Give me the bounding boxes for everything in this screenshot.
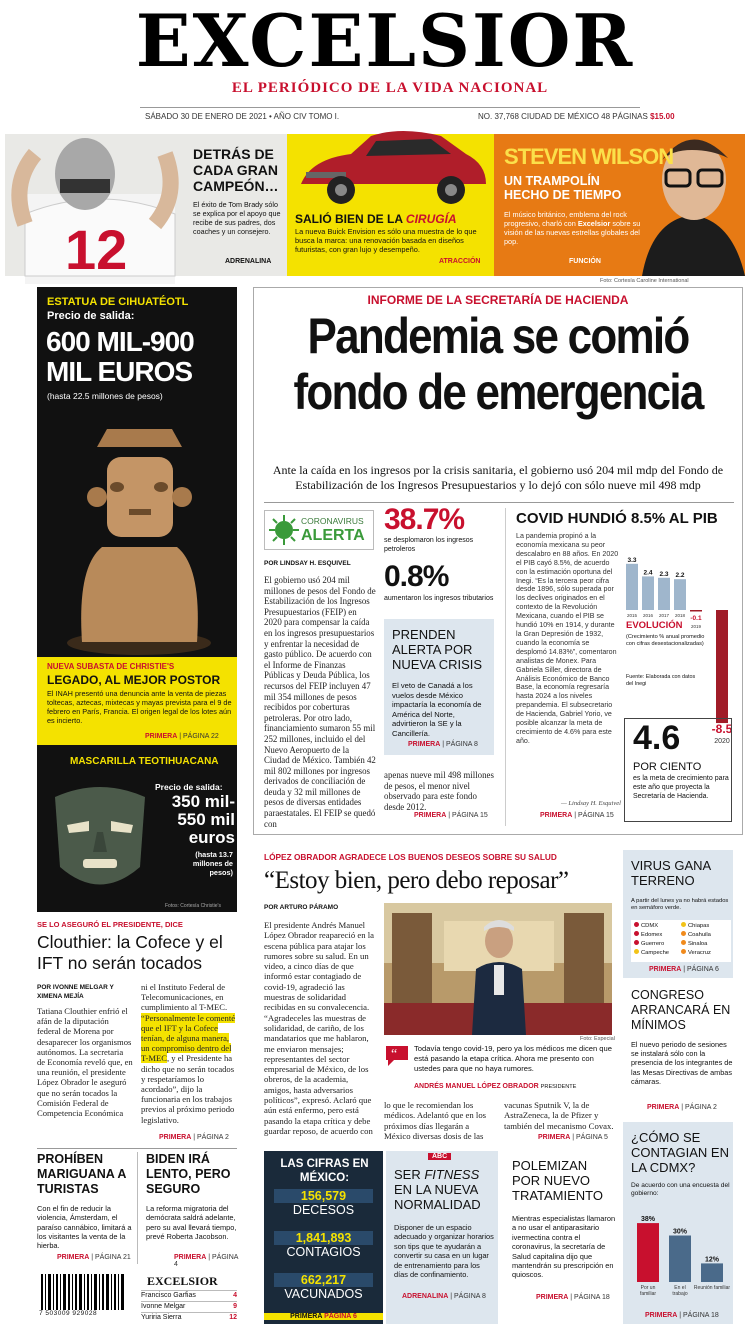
evol-note: (Crecimiento % anual promedio con cifras desestacionalizadas) bbox=[626, 634, 705, 647]
football-player-photo bbox=[5, 74, 195, 281]
brief-biden[interactable] bbox=[146, 1152, 241, 1268]
teaser-brady[interactable] bbox=[5, 134, 287, 281]
crisis-title: PRENDEN ALERTA POR NUEVA CRISIS bbox=[392, 627, 483, 672]
polemizan-body: Mientras especialistas llamaron a no usar el antiparasitario ivermectina contra el coronavirus, la secretaría de Salud capitalina dijo que mantendrán su prescripción en quioscos. bbox=[512, 1214, 616, 1280]
amlo-photo bbox=[384, 903, 612, 1035]
contagio-category-label: Por un familiar bbox=[639, 1285, 657, 1297]
lead-byline: POR LINDSAY H. ESQUIVEL bbox=[264, 560, 351, 567]
teaser-section: ATRACCIÓN bbox=[439, 258, 481, 265]
clouthier-byline: POR IVONNE MELGAR Y XIMENA MEJÍA bbox=[37, 984, 114, 1000]
fitness-body: Disponer de un espacio adecuado y organizar horarios son tips que te ayudarán a convertir su casa en un lugar de entrenamiento para los días de confinamiento. bbox=[394, 1223, 494, 1280]
congreso-title: CONGRESO ARRANCARÁ EN MÍNIMOS bbox=[631, 988, 731, 1032]
brief-mariguana[interactable] bbox=[37, 1152, 132, 1264]
teaser-body: La nueva Buick Envision es sólo una muestra de lo que busca la marca: una renovación basada en diseños futuristas, con gran lujo y desempeño. bbox=[295, 227, 477, 255]
legend-item: Sinaloa bbox=[681, 940, 728, 949]
mask-price-label: Precio de salida: bbox=[155, 782, 223, 792]
masthead-title[interactable]: EXCELSIOR bbox=[135, 0, 635, 83]
virus-ref[interactable]: PRIMERA | PÁGINA 6 bbox=[649, 966, 719, 973]
stat-1-text: se desplomaron los ingresos petroleros bbox=[384, 537, 474, 553]
teaser-section: FUNCIÓN bbox=[569, 258, 601, 265]
legend-item: Guerrero bbox=[634, 940, 681, 949]
pib-category-label: 2018 bbox=[674, 613, 686, 618]
pib-bar bbox=[716, 610, 728, 723]
cifras-box[interactable] bbox=[264, 1151, 383, 1324]
contagio-bar bbox=[701, 1263, 723, 1282]
pib-bar-label: 2.2 bbox=[675, 572, 685, 580]
contagio-category-label: En el trabajo bbox=[672, 1285, 688, 1297]
clouthier-ref[interactable]: PRIMERA | PÁGINA 2 bbox=[159, 1134, 229, 1141]
mask-photo bbox=[45, 777, 155, 902]
columnist-row: Ivonne Melgar 9 bbox=[141, 1303, 237, 1310]
statue-price-note: (hasta 22.5 millones de pesos) bbox=[47, 391, 163, 401]
christies-subbox bbox=[37, 657, 237, 745]
virus-note: A partir del lunes ya no habrá estados en semáforo verde. bbox=[631, 898, 729, 912]
crisis-box[interactable] bbox=[384, 619, 494, 755]
lead-headline[interactable] bbox=[253, 306, 743, 418]
columnist-row: Francisco Garfias 4 bbox=[141, 1292, 237, 1299]
contagio-ref[interactable]: PRIMERA | PÁGINA 18 bbox=[645, 1312, 719, 1319]
congreso-brief[interactable] bbox=[631, 988, 735, 1114]
photo-credit: Foto: Cortesía Caroline International bbox=[600, 278, 689, 284]
stat-1: 38.7% bbox=[384, 503, 465, 536]
teaser-wilson[interactable] bbox=[494, 134, 745, 276]
contagio-category-label: Reunión familiar bbox=[693, 1285, 731, 1291]
congreso-body: El nuevo periodo de sesiones se instalará sólo con la presencia de los integrantes de las Mesas Directivas de ambas cámaras. bbox=[631, 1040, 733, 1086]
amlo-photo-credit: Foto: Especial bbox=[580, 1036, 615, 1042]
virus-title: VIRUS GANA TERRENO bbox=[631, 858, 711, 888]
coronavirus-alerta-logo bbox=[264, 510, 374, 550]
lead-ref[interactable]: PRIMERA | PÁGINA 15 bbox=[414, 812, 488, 819]
sub-kicker: NUEVA SUBASTA DE CHRISTIE'S bbox=[47, 662, 175, 671]
clouthier-col2: ni el Instituto Federal de Telecomunicaciones, en cumplimiento al T-MEC. “Personalmente le comenté que el IFT y la Cofece tenían, de alguna manera, un compromiso dentro del T-MEC, y el Presidente ha dicho que no serán tocados y respetaríamos lo acordado”, dijo la funcionaria en los trabajos previos al próximo periodo legislativo. bbox=[141, 982, 236, 1125]
pib-category-label: 2019 bbox=[690, 624, 702, 629]
contagio-bar-label: 38% bbox=[640, 1216, 656, 1224]
mask-price: 350 mil-550 mil euros bbox=[171, 792, 235, 847]
pib-byline: — Lindsay H. Esquivel bbox=[561, 800, 621, 807]
fitness-badge: ABC bbox=[428, 1153, 451, 1160]
teaser-body: El éxito de Tom Brady sólo se explica por el apoyo que recibe de sus padres, dos coaches y un consejero. bbox=[193, 200, 281, 236]
quote-text: Todavía tengo covid-19, pero ya los médicos me dicen que está pasando la etapa crítica. Ahora me presento con ustedes para que no haya rumores. bbox=[414, 1044, 612, 1073]
masthead-tagline: EL PERIÓDICO DE LA VIDA NACIONAL bbox=[231, 80, 549, 96]
brief-body: La reforma migratoria del demócrata saldrá adelante, pero su aval llevará tiempo, prevé Roberta Jacobson. bbox=[146, 1204, 237, 1241]
logo-bottom: ALERTA bbox=[301, 527, 365, 544]
pib-category-label: 2017 bbox=[658, 613, 670, 618]
contagio-bar bbox=[637, 1223, 659, 1282]
pib-bar bbox=[642, 576, 654, 610]
pib-bar bbox=[658, 578, 670, 610]
lead-deck: Ante la caída en los ingresos por la crisis sanitaria, el gobierno usó 204 mil mdp del Fondo de Estabilización de los Ingresos Presupuestarios y lo dejó con sólo nueve mil 498 mdp bbox=[272, 463, 724, 492]
lead-body: El gobierno usó 204 mil millones de pesos del Fondo de Estabilización de los Ingresos Presupuestarios (FEIP) en 2020 para compensar la caída en los ingresos presupuestarios y enfrentar la necesidad de gasto público. De acuerdo con el Informe de Finanzas Públicas y Deuda Pública, los recursos del FEIP incluyen 47 mil 354 millones de pesos recibidos por coberturas petroleras. Por otro lado, financiamiento sumaron 55 mil 252 millones, incluido el del Nuevo Aeropuerto de la Ciudad de México. También 42 mil 802 millones por ingresos derivados de conciliación de deuda y 32 mil millones de pesos de diversas entidades paraestatales. El FEIP se quedó con bbox=[264, 575, 376, 829]
contagio-bar-label: 30% bbox=[672, 1228, 688, 1236]
pib-bar bbox=[626, 564, 638, 610]
cifras-stat: 1,841,893 CONTAGIOS bbox=[264, 1231, 383, 1259]
barcode-brand: EXCELSIOR bbox=[147, 1274, 218, 1288]
teaser-buick[interactable] bbox=[287, 134, 494, 276]
quote-icon bbox=[384, 1044, 410, 1068]
contagio-title: ¿CÓMO SE CONTAGIAN EN LA CDMX? bbox=[631, 1130, 729, 1175]
teaser-title: SALIÓ BIEN DE LA CIRUGÍA bbox=[295, 212, 457, 226]
teaser-title: DETRÁS DE CADA GRAN CAMPEÓN… bbox=[193, 146, 279, 194]
teaser-section: ADRENALINA bbox=[225, 258, 272, 265]
price: $15.00 bbox=[650, 112, 675, 121]
christies-credit: Fotos: Cortesía Christie's bbox=[165, 903, 221, 909]
congreso-ref[interactable]: PRIMERA | PÁGINA 2 bbox=[647, 1104, 717, 1111]
polemizan-brief[interactable] bbox=[512, 1158, 616, 1318]
amlo-kicker: LÓPEZ OBRADOR AGRADECE LOS BUENOS DESEOS SOBRE SU SALUD bbox=[264, 852, 557, 862]
brief-title: BIDEN IRÁ LENTO, PERO SEGURO bbox=[146, 1152, 231, 1196]
amlo-col3: vacunas Sputnik V, la de AstraZeneca, la de Pfizer y también del mecanismo Covax. bbox=[504, 1100, 614, 1131]
quote-block bbox=[384, 1044, 614, 1092]
virus-box[interactable] bbox=[623, 850, 733, 978]
meta-text: es la meta de crecimiento para este año que proyecta la Secretaría de Hacienda. bbox=[633, 775, 729, 800]
barcode-digits: 7 503009 929028 bbox=[39, 1310, 98, 1317]
meta-box bbox=[624, 718, 732, 822]
fitness-box[interactable] bbox=[386, 1151, 498, 1324]
columnist-row: Yuriria Sierra 12 bbox=[141, 1314, 237, 1321]
car-photo bbox=[291, 114, 491, 210]
pib-bar bbox=[674, 579, 686, 610]
virus-icon bbox=[269, 515, 299, 545]
sub-ref[interactable]: PRIMERA | PÁGINA 22 bbox=[145, 733, 219, 740]
brief-ref[interactable]: PRIMERA | PÁGINA 4 bbox=[174, 1254, 239, 1268]
stat-2-text: aumentaron los ingresos tributarios bbox=[384, 595, 494, 602]
mask-kicker: MASCARILLA TEOTIHUACANA bbox=[70, 756, 219, 767]
cifras-title: LAS CIFRAS EN MÉXICO: bbox=[280, 1158, 369, 1184]
crisis-ref[interactable]: PRIMERA | PÁGINA 8 bbox=[408, 741, 478, 748]
pib-box[interactable] bbox=[505, 508, 735, 826]
stat-2: 0.8% bbox=[384, 560, 449, 593]
evol-title: EVOLUCIÓN bbox=[626, 620, 683, 631]
contagio-chart bbox=[631, 1204, 731, 1304]
crisis-body: El veto de Canadá a los vuelos desde México impactaría la economía de América del Norte, advirtieron la SE y la Cancillería. bbox=[392, 681, 482, 738]
headline-line: fondo de emergencia bbox=[293, 364, 703, 420]
brief-body: Con el fin de reducir la violencia, Ámsterdam, el paraíso cannábico, limitará a los visitantes la venta de la hierba. bbox=[37, 1204, 132, 1251]
sub-body: El INAH presentó una denuncia ante la venta de piezas toltecas, aztecas, mixtecas y mayas prevista para el 9 de febrero en París, Francia. El origen legal de los lotes aún es incierto. bbox=[47, 689, 232, 725]
amlo-col2: lo que le recomiendan los médicos. Adelantó que en los próximos días llegarán a México diversas dosis de las bbox=[384, 1100, 487, 1141]
meta-value: 4.6 bbox=[633, 719, 681, 757]
amlo-byline: POR ARTURO PÁRAMO bbox=[264, 904, 339, 911]
sub-title: LEGADO, AL MEJOR POSTOR bbox=[47, 673, 221, 687]
contagio-note: De acuerdo con una encuesta del gobierno: bbox=[631, 1182, 730, 1198]
teaser-name: STEVEN WILSON bbox=[504, 144, 674, 169]
contagio-bar-label: 12% bbox=[704, 1256, 720, 1264]
polemizan-ref[interactable]: PRIMERA | PÁGINA 18 bbox=[536, 1294, 610, 1301]
amlo-col1: El presidente Andrés Manuel López Obrador reapareció en la escena pública para atajar los rumores sobre su salud. En un video, a cinco días de que informó estar contagiado de covid-19, agradeció las muestras de solidaridad recibidas en su convalecencia. “Agradeceles las muestras de solidaridad, de cariño, de los mandatarios que me hablaron, me enviaron mensajes; representantes del sector empresarial de México, de los obreros, de la academia, amigos, hasta adversarios políticos”, expresó. Aclaró que aún está enfermo, pero está pasando la etapa crítica y debe guardar reposo, de acuerdo con bbox=[264, 920, 374, 1136]
legend-item: Edomex bbox=[634, 931, 681, 940]
legend-item: Campeche bbox=[634, 949, 681, 958]
pib-ref[interactable]: PRIMERA | PÁGINA 15 bbox=[540, 812, 614, 819]
masthead-date: SÁBADO 30 DE ENERO DE 2021 • AÑO CIV TOMO I. bbox=[145, 112, 340, 121]
legend-item: Veracruz bbox=[681, 949, 728, 958]
statue-kicker: ESTATUA DE CIHUATÉOTL bbox=[47, 296, 189, 308]
pib-source: Fuente: Elaborada con datos del Inegi bbox=[626, 674, 696, 687]
amlo-headline[interactable]: “Estoy bien, pero debo reposar” bbox=[264, 867, 569, 894]
legend-item: Coahuila bbox=[681, 931, 728, 940]
masthead-meta: NO. 37,768 CIUDAD DE MÉXICO 48 PÁGINAS $15.00 bbox=[478, 112, 675, 121]
cifras-stat: 156,579 DECESOS bbox=[264, 1189, 383, 1217]
lead-tail: apenas nueve mil 498 millones de pesos, el menor nivel observado para este fondo desde 2012. bbox=[384, 770, 494, 812]
quote-author: ANDRÉS MANUEL LÓPEZ OBRADOR PRESIDENTE bbox=[414, 1083, 577, 1090]
headline-line: Pandemia se comió bbox=[307, 308, 689, 364]
teaser-title: UN TRAMPOLÍN HECHO DE TIEMPO bbox=[504, 174, 622, 202]
teaser-body: El músico británico, emblema del rock progresivo, charló con Excelsior sobre su visión de las nuevas estrellas globales del pop. bbox=[504, 210, 641, 246]
contagio-bar bbox=[669, 1236, 691, 1283]
contagio-box[interactable] bbox=[623, 1122, 733, 1324]
legend-item: Chiapas bbox=[681, 922, 728, 931]
mask-note: (hasta 13.7 millones de pesos) bbox=[192, 850, 233, 877]
statue-price-label: Precio de salida: bbox=[47, 310, 135, 322]
pib-title: COVID HUNDIÓ 8.5% AL PIB bbox=[516, 510, 718, 527]
pib-category-label: 2016 bbox=[642, 613, 654, 618]
pib-bar-label: -8.5 bbox=[711, 722, 733, 737]
statue-photo bbox=[57, 417, 222, 657]
logo-top: CORONAVIRUS bbox=[301, 516, 364, 526]
pib-bar bbox=[690, 610, 702, 612]
legend-item: CDMX bbox=[634, 922, 681, 931]
pib-bar-label: 2.3 bbox=[659, 570, 669, 578]
pib-bar-label: 2.4 bbox=[643, 569, 653, 577]
svg-text:“: “ bbox=[391, 1047, 398, 1062]
barcode-box bbox=[37, 1272, 237, 1324]
virus-legend bbox=[631, 920, 731, 962]
clouthier-title[interactable]: Clouthier: la Cofece y el IFT no serán tocados bbox=[37, 932, 223, 973]
amlo-ref[interactable]: PRIMERA | PÁGINA 5 bbox=[538, 1134, 608, 1141]
cifras-stat: 662,217 VACUNADOS bbox=[264, 1273, 383, 1301]
polemizan-title: POLEMIZAN POR NUEVO TRATAMIENTO bbox=[512, 1158, 603, 1203]
pib-bar-label: -0.1 bbox=[690, 615, 702, 622]
pib-bar-label: 3.3 bbox=[627, 556, 637, 564]
brief-title: PROHÍBEN MARIGUANA A TURISTAS bbox=[37, 1152, 126, 1196]
christies-box[interactable] bbox=[37, 287, 237, 912]
meta-unit: POR CIENTO bbox=[633, 761, 702, 773]
svg-text:12: 12 bbox=[65, 218, 128, 281]
brief-ref[interactable]: PRIMERA | PÁGINA 21 bbox=[57, 1254, 131, 1261]
pib-body: La pandemia propinó a la economía mexicana su peor descalabro en 88 años. En 2020 el PIB cayó 8.5%, de acuerdo con la estimación oportuna del Inegi. “Es la tercera peor cifra desde 1896, sólo superada por los declives originados en el contexto de la Revolución Mexicana, cuando el PIB se hundió 10% en 1914, y durante la Gran Depresión de 1932, cuando la economía se desplomó 14.83%”, comentaron analistas de Monex. Para Gabriela Siller, directora de Análisis Económico de Banco Base, la economía regresaría hasta 2024 a los niveles prepandemia. El subsecretario de Hacienda, Gabriel Yorio, ve posible alcanzar la meta de crecimiento de 4.6% para este año. bbox=[516, 532, 619, 745]
clouthier-kicker: SE LO ASEGURÓ EL PRESIDENTE, DICE bbox=[37, 920, 183, 929]
fitness-title: SER FITNESS EN LA NUEVA NORMALIDAD bbox=[394, 1167, 481, 1212]
lead-kicker: INFORME DE LA SECRETARÍA DE HACIENDA bbox=[367, 293, 629, 307]
clouthier-col1: Tatiana Clouthier enfrió el afán de la diputación federal de Morena por desaparecer los organismos autónomos. La secretaria de Economía reveló que, en una reunión, el presidente López Obrador le aseguró que no serán tocados la Comisión Federal de Competencia Económica bbox=[37, 1006, 133, 1119]
pib-category-label: 2015 bbox=[626, 613, 638, 618]
pib-category-label: 2020 bbox=[714, 738, 730, 746]
cifras-ref[interactable]: PRIMERA PÁGINA 6 bbox=[264, 1313, 383, 1320]
clouthier-article[interactable] bbox=[37, 918, 237, 1146]
statue-price: 600 MIL-900 MIL EUROS bbox=[46, 326, 194, 387]
fitness-ref[interactable]: ADRENALINA | PÁGINA 8 bbox=[402, 1293, 486, 1300]
